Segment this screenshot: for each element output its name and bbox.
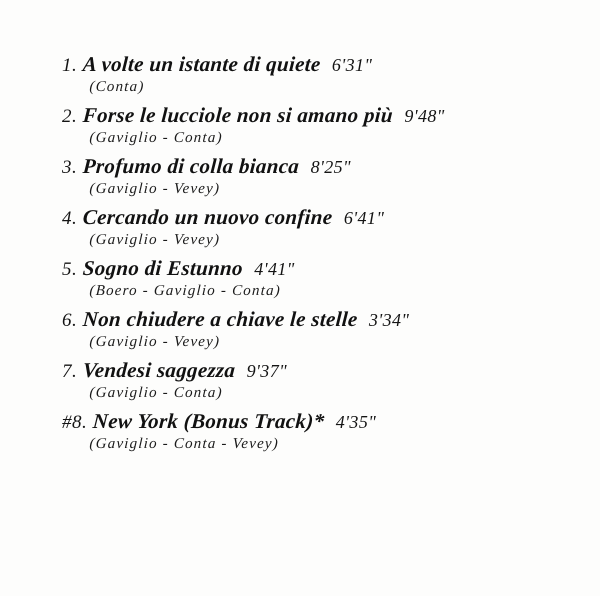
track-credits: (Gaviglio - Vevey) bbox=[89, 232, 221, 248]
track-number: #8. bbox=[62, 412, 88, 433]
track-duration: 8'25" bbox=[310, 157, 351, 177]
track-duration: 4'41" bbox=[254, 259, 295, 279]
track-number: 1. bbox=[62, 55, 78, 76]
track-duration: 9'37" bbox=[246, 361, 288, 381]
track-number: 5. bbox=[62, 259, 78, 280]
track-credits: (Gaviglio - Vevey) bbox=[89, 181, 221, 197]
track-title: Cercando un nuovo confine bbox=[82, 205, 334, 229]
track-row bbox=[62, 103, 570, 147]
track-title: A volte un istante di quiete bbox=[82, 52, 322, 76]
track-number: 2. bbox=[62, 106, 78, 127]
track-credits: (Gaviglio - Vevey) bbox=[89, 334, 221, 350]
track-duration: 9'48" bbox=[404, 106, 445, 126]
track-number: 3. bbox=[62, 157, 78, 178]
track-number: 7. bbox=[62, 361, 78, 382]
track-duration: 3'34" bbox=[368, 310, 410, 330]
track-row bbox=[62, 205, 570, 249]
track-credits: (Boero - Gaviglio - Conta) bbox=[89, 283, 282, 299]
track-number: 4. bbox=[62, 208, 78, 229]
track-duration: 4'35" bbox=[335, 412, 377, 432]
track-number: 6. bbox=[62, 310, 78, 331]
track-duration: 6'41" bbox=[343, 208, 385, 228]
track-main-line bbox=[62, 154, 570, 179]
track-row bbox=[62, 358, 570, 402]
track-main-line bbox=[62, 358, 570, 383]
track-main-line bbox=[62, 307, 570, 332]
track-title: New York (Bonus Track)* bbox=[92, 409, 326, 433]
track-row bbox=[62, 409, 570, 453]
track-title: Forse le lucciole non si amano più bbox=[82, 103, 395, 127]
tracklist bbox=[62, 52, 570, 460]
track-title: Sogno di Estunno bbox=[82, 256, 245, 280]
track-duration: 6'31" bbox=[331, 55, 373, 75]
track-main-line bbox=[62, 256, 570, 281]
track-row bbox=[62, 256, 570, 300]
track-credits: (Gaviglio - Conta - Vevey) bbox=[89, 436, 280, 452]
track-row bbox=[62, 307, 570, 351]
track-credits: (Gaviglio - Conta) bbox=[89, 385, 224, 401]
track-title: Profumo di colla bianca bbox=[82, 154, 301, 178]
track-credits: (Conta) bbox=[89, 79, 145, 95]
track-main-line bbox=[62, 409, 570, 434]
track-row bbox=[62, 154, 570, 198]
track-credits: (Gaviglio - Conta) bbox=[89, 130, 224, 146]
track-main-line bbox=[62, 52, 570, 77]
track-title: Non chiudere a chiave le stelle bbox=[82, 307, 359, 331]
track-title: Vendesi saggezza bbox=[82, 358, 237, 382]
track-main-line bbox=[62, 205, 570, 230]
track-main-line bbox=[62, 103, 570, 128]
track-row bbox=[62, 52, 570, 96]
